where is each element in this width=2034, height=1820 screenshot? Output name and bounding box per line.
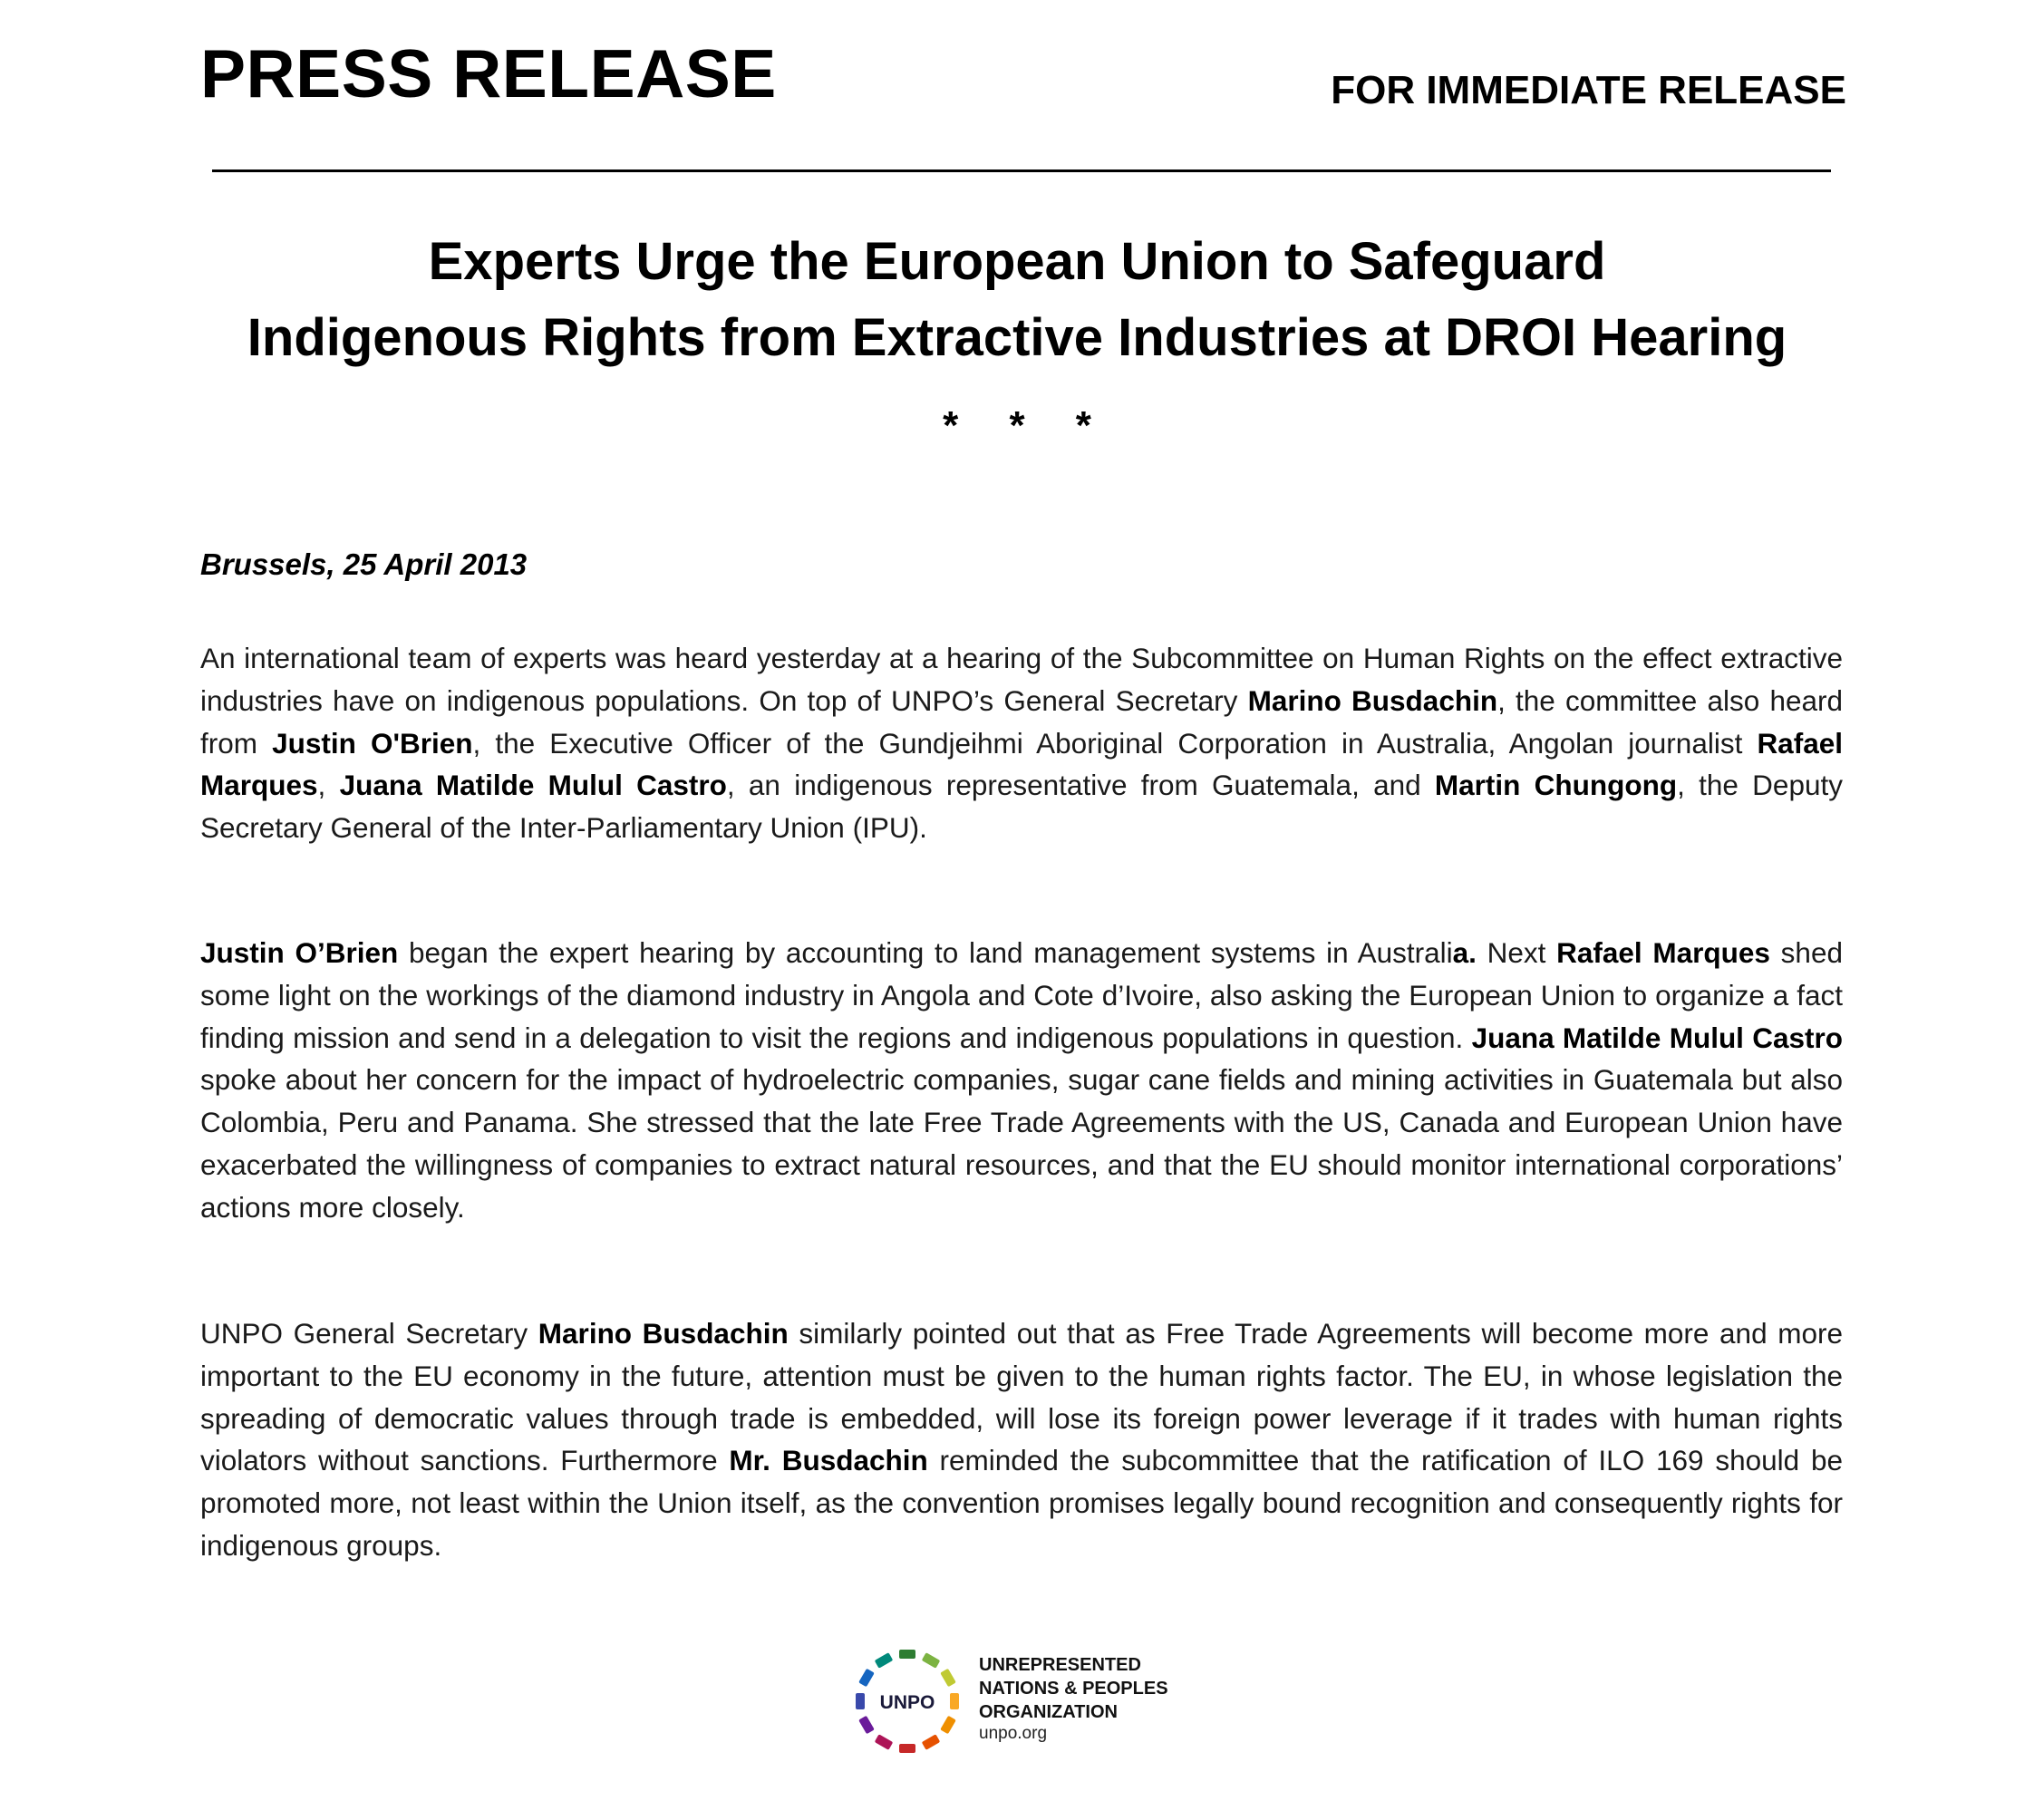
paragraph-text: began the expert hearing by accounting to land management systems in Australi: [398, 936, 1453, 969]
bold-name-text: Rafael Marques: [1556, 936, 1770, 969]
emblem-ring-dash: [940, 1669, 956, 1688]
paragraph-text: similarly pointed out that as Free Trade Agreements will become more and more important to the EU economy in the future, attention must be given to the human rights factor. The EU, in whose legislation the spreading of democratic values through trade is embedded, will lose its foreign power leverage if it trades with human rights violators without sanctions. Furthermore: [200, 1317, 1843, 1477]
bold-name-text: Justin O’Brien: [200, 936, 399, 969]
bold-name-text: Rafael Marques: [200, 726, 1843, 802]
bold-name-text: Marino Busdachin: [538, 1317, 789, 1350]
separator-star: *: [1075, 403, 1091, 448]
unpo-emblem-icon: [848, 1642, 966, 1760]
headline: [181, 224, 1853, 376]
header-divider: [212, 169, 1831, 172]
paragraph-text: Next: [1476, 936, 1557, 969]
bold-name-text: Juana Matilde Mulul Castro: [339, 769, 727, 802]
paragraph-text: An international team of experts was heard yesterday at a hearing of the Subcommittee on Human Rights on the effect extractive industries have on indigenous populations. On top of UNPO’s General Secretary: [200, 642, 1843, 717]
emblem-ring-dash: [922, 1652, 941, 1669]
emblem-ring-dash: [899, 1744, 915, 1753]
logo-organization-name: [979, 1653, 1168, 1724]
emblem-ring-dash: [858, 1669, 875, 1688]
paragraph-text: , the Deputy Secretary General of the Inter-Parliamentary Union (IPU).: [200, 769, 1843, 845]
bold-name-text: a.: [1452, 936, 1477, 969]
paragraph-text: , the Executive Officer of the Gundjeihmi Aboriginal Corporation in Australia, Angolan journalist: [472, 726, 1758, 760]
logo-name-line: ORGANIZATION: [979, 1702, 1118, 1722]
body-paragraph-1: [200, 637, 1843, 849]
bold-name-text: Marino Busdachin: [1247, 683, 1498, 717]
body-paragraph-2: [200, 932, 1843, 1229]
emblem-ring-dash: [875, 1652, 894, 1669]
paragraph-text: reminded the subcommittee that the ratification of ILO 169 should be promoted more, not least within the Union itself, as the convention promises legally bound recognition and consequently rights for indigenous groups.: [200, 1444, 1843, 1562]
emblem-ring-dash: [856, 1693, 865, 1709]
emblem-ring-dash: [899, 1650, 915, 1659]
separator-star: *: [943, 403, 959, 448]
bold-name-text: Martin Chungong: [1434, 769, 1678, 802]
bold-name-text: Juana Matilde Mulul Castro: [1471, 1021, 1844, 1054]
paragraph-text: , the committee also heard from: [200, 683, 1844, 760]
emblem-ring-dash: [875, 1734, 894, 1750]
release-type: FOR IMMEDIATE RELEASE: [1331, 68, 1846, 112]
unpo-logo: [843, 1631, 1224, 1767]
separator-star: *: [1009, 403, 1025, 448]
paragraph-text: , an indigenous representative from Guatemala, and: [726, 769, 1435, 802]
press-release-title: PRESS RELEASE: [200, 35, 777, 111]
bold-name-text: Justin O'Brien: [272, 726, 473, 760]
logo-name-line: UNREPRESENTED: [979, 1655, 1141, 1675]
paragraph-text: spoke about her concern for the impact of hydroelectric companies, sugar cane fields and mining activities in Guatemala but also Colombia, Peru and Panama. She stressed that the late Free Trade Agreements with the US, Canada and European Union have exacerbated the willingness of companies to extract natural resources, and that the EU should monitor international corporations’ actions more closely.: [200, 1063, 1843, 1224]
body-paragraph-3: [200, 1312, 1843, 1567]
headline-line-2: Indigenous Rights from Extractive Industries at DROI Hearing: [247, 308, 1787, 367]
paragraph-text: UNPO General Secretary: [200, 1317, 538, 1350]
dateline: Brussels, 25 April 2013: [200, 547, 528, 581]
paragraph-text: shed some light on the workings of the diamond industry in Angola and Cote d’Ivoire, also asking the European Union to organize a fact finding mission and send in a delegation to visit the regions and indigenous populations in question.: [200, 936, 1843, 1054]
emblem-ring-dash: [950, 1693, 959, 1709]
logo-name-line: NATIONS & PEOPLES: [979, 1679, 1168, 1699]
emblem-ring-dash: [922, 1734, 941, 1750]
logo-emblem-text: UNPO: [879, 1692, 935, 1713]
emblem-ring-dash: [940, 1716, 956, 1735]
headline-line-1: Experts Urge the European Union to Safeguard: [428, 232, 1606, 291]
emblem-ring-dash: [858, 1716, 875, 1735]
paragraph-text: ,: [317, 769, 340, 802]
section-separator: [0, 403, 2034, 448]
logo-url: unpo.org: [979, 1724, 1048, 1743]
bold-name-text: Mr. Busdachin: [729, 1444, 928, 1477]
